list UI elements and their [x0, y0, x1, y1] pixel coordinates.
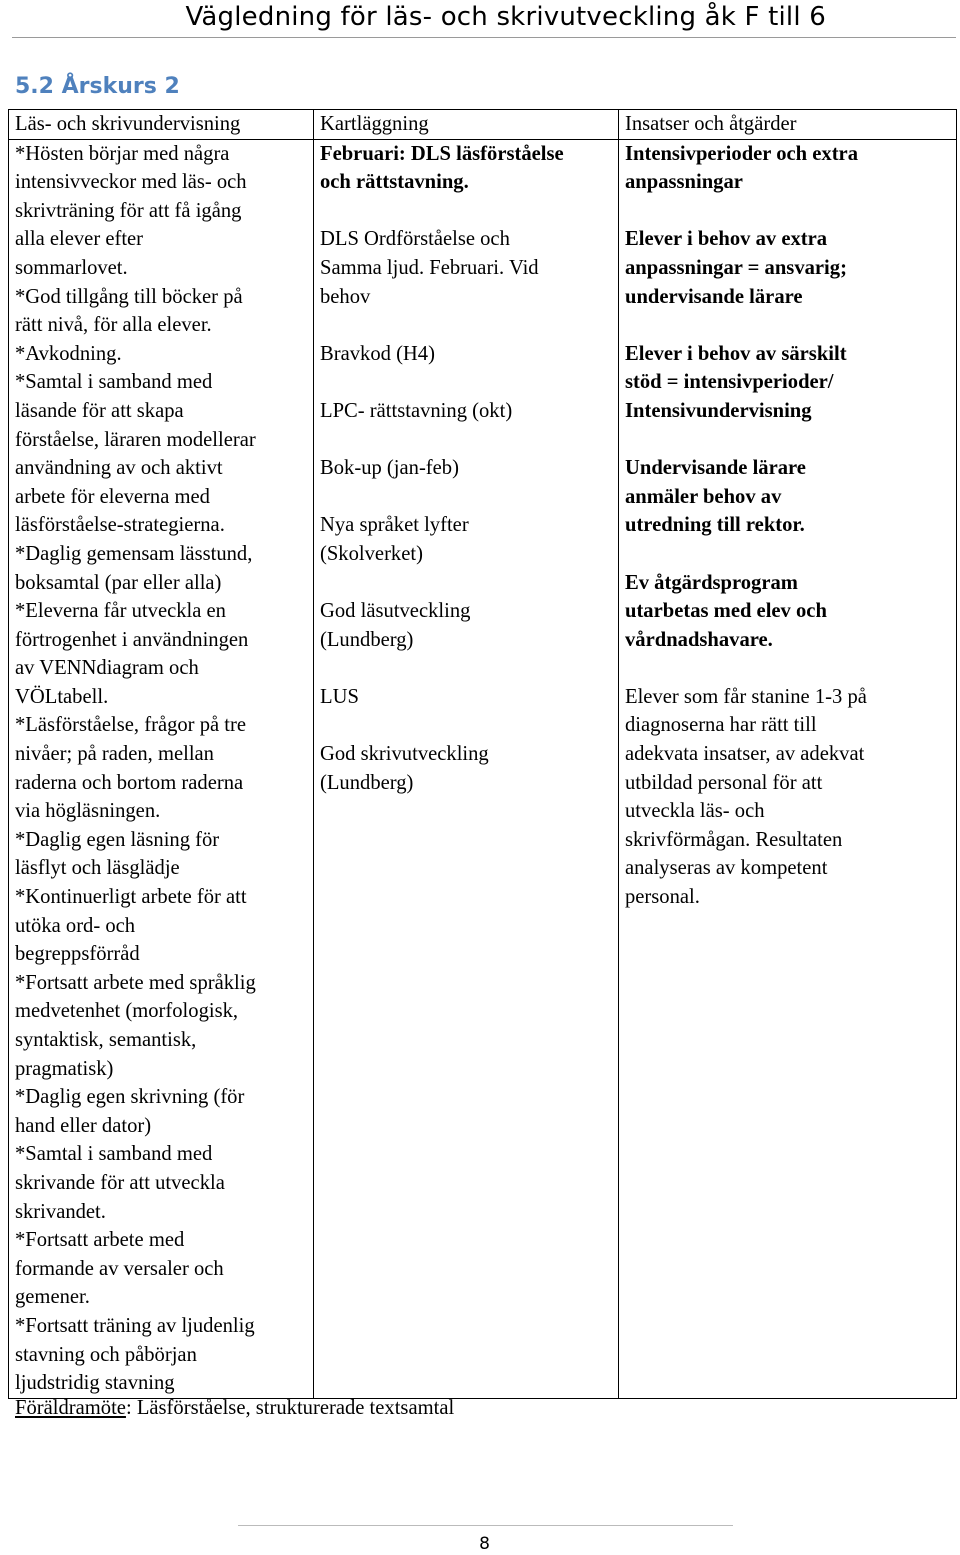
teaching-line: *God tillgång till böcker på [15, 285, 243, 308]
measures-cell [619, 139, 957, 1398]
teaching-line: *Daglig egen skrivning (för [15, 1086, 245, 1109]
teaching-line: *Fortsatt arbete med [15, 1229, 185, 1252]
block-gap [320, 711, 612, 740]
teaching-line: *Läsförståelse, frågor på tre [15, 714, 246, 737]
assessment-line: och rättstavning. [320, 171, 469, 194]
assessment-line: Bravkod (H4) [320, 342, 435, 365]
teaching-line: *Fortsatt träning av ljudenlig [15, 1314, 255, 1337]
teaching-line: läsflyt och läsglädje [15, 857, 180, 880]
block-gap [625, 197, 950, 226]
teaching-line: *Kontinuerligt arbete för att [15, 886, 247, 909]
teaching-line: användning av och aktivt [15, 457, 223, 480]
teaching-line: hand eller dator) [15, 1114, 152, 1137]
teaching-line: utöka ord- och [15, 914, 136, 937]
block-gap [625, 540, 950, 569]
block-gap [320, 311, 612, 340]
teaching-line: stavning och påbörjan [15, 1343, 197, 1366]
column-header: Kartläggning [314, 110, 619, 140]
column-header: Insatser och åtgärder [619, 110, 957, 140]
measures-line: utredning till rektor. [625, 514, 805, 537]
teaching-line: förtrogenhet i användningen [15, 628, 249, 651]
teaching-cell [9, 139, 314, 1398]
measures-line: Undervisande lärare [625, 457, 806, 480]
block-gap [320, 197, 612, 226]
measures-line: undervisande lärare [625, 285, 803, 308]
teaching-line: via högläsningen. [15, 800, 161, 823]
block-gap [320, 426, 612, 455]
teaching-line: boksamtal (par eller alla) [15, 571, 222, 594]
page-number: 8 [479, 1534, 490, 1554]
assessment-line: (Lundberg) [320, 628, 414, 651]
table-header-row [9, 110, 957, 140]
measures-line: anmäler behov av [625, 485, 782, 508]
teaching-line: skrivträning för att få igång [15, 199, 242, 222]
parent-meeting-text: : Läsförståelse, strukturerade textsamtal [125, 1397, 455, 1419]
measures-line: anpassningar = ansvarig; [625, 256, 847, 279]
measures-line: personal. [625, 886, 700, 909]
measures-line: adekvata insatser, av adekvat [625, 743, 865, 766]
teaching-line: skrivandet. [15, 1200, 106, 1223]
teaching-line: läsförståelse-strategierna. [15, 514, 225, 537]
parent-meeting-note [15, 1394, 454, 1422]
block-gap [320, 569, 612, 598]
teaching-line: VÖLtabell. [15, 685, 109, 708]
teaching-line: förståelse, läraren modellerar [15, 428, 256, 451]
teaching-line: skrivande för att utveckla [15, 1171, 225, 1194]
teaching-line: raderna och bortom raderna [15, 771, 244, 794]
teaching-line: av VENNdiagram och [15, 657, 199, 680]
measures-line: analyseras av kompetent [625, 857, 828, 880]
teaching-line: rätt nivå, för alla elever. [15, 314, 212, 337]
assessment-cell [314, 139, 619, 1398]
teaching-line: begreppsförråd [15, 943, 140, 966]
measures-line: Intensivundervisning [625, 399, 812, 422]
block-gap [320, 368, 612, 397]
teaching-line: formande av versaler och [15, 1257, 224, 1280]
measures-line: diagnoserna har rätt till [625, 714, 817, 737]
assessment-line: LUS [320, 685, 359, 708]
teaching-line: gemener. [15, 1286, 90, 1309]
document-title: Vägledning för läs- och skrivutveckling åk F till 6 [185, 2, 826, 32]
block-gap [320, 483, 612, 512]
assessment-line: behov [320, 285, 371, 308]
teaching-line: *Samtal i samband med [15, 1143, 213, 1166]
assessment-line: God skrivutveckling [320, 743, 489, 766]
block-gap [625, 426, 950, 455]
measures-line: anpassningar [625, 171, 743, 194]
assessment-line: Samma ljud. Februari. Vid [320, 256, 539, 279]
measures-line: Intensivperioder och extra [625, 142, 858, 165]
assessment-line: Februari: DLS läsförståelse [320, 142, 564, 165]
assessment-line: DLS Ordförståelse och [320, 228, 510, 251]
measures-line: vårdnadshavare. [625, 628, 773, 651]
teaching-line: *Fortsatt arbete med språklig [15, 971, 256, 994]
teaching-line: *Daglig egen läsning för [15, 828, 220, 851]
section-heading: 5.2 Årskurs 2 [15, 74, 180, 99]
teaching-line: arbete för eleverna med [15, 485, 210, 508]
teaching-line: ljudstridig stavning [15, 1372, 175, 1395]
block-gap [625, 311, 950, 340]
teaching-line: *Samtal i samband med [15, 371, 213, 394]
measures-line: utbildad personal för att [625, 771, 823, 794]
measures-line: stöd = intensivperioder/ [625, 371, 834, 394]
teaching-line: alla elever efter [15, 228, 144, 251]
assessment-line: (Skolverket) [320, 542, 423, 565]
teaching-line: pragmatisk) [15, 1057, 114, 1080]
measures-line: skrivförmågan. Resultaten [625, 828, 843, 851]
teaching-line: medvetenhet (morfologisk, [15, 1000, 239, 1023]
teaching-line: *Hösten börjar med några [15, 142, 230, 165]
teaching-line: *Eleverna får utveckla en [15, 600, 226, 623]
header-divider [12, 37, 956, 38]
footer-divider [238, 1525, 733, 1526]
measures-line: Ev åtgärdsprogram [625, 571, 798, 594]
plan-table [8, 109, 957, 1399]
assessment-line: LPC- rättstavning (okt) [320, 399, 513, 422]
teaching-line: *Daglig gemensam lässtund, [15, 542, 253, 565]
assessment-line: (Lundberg) [320, 771, 414, 794]
teaching-line: *Avkodning. [15, 342, 122, 365]
teaching-line: läsande för att skapa [15, 399, 184, 422]
teaching-line: nivåer; på raden, mellan [15, 743, 214, 766]
assessment-line: God läsutveckling [320, 600, 471, 623]
block-gap [625, 654, 950, 683]
parent-meeting-label: Föräldramöte [15, 1397, 126, 1419]
measures-line: utveckla läs- och [625, 800, 765, 823]
column-header: Läs- och skrivundervisning [9, 110, 314, 140]
measures-line: Elever i behov av extra [625, 228, 828, 251]
measures-line: Elever i behov av särskilt [625, 342, 847, 365]
table-row [9, 139, 957, 1398]
measures-line: utarbetas med elev och [625, 600, 827, 623]
assessment-line: Nya språket lyfter [320, 514, 469, 537]
measures-line: Elever som får stanine 1-3 på [625, 685, 867, 708]
teaching-line: syntaktisk, semantisk, [15, 1029, 197, 1051]
teaching-line: intensivveckor med läs- och [15, 171, 247, 194]
teaching-line: sommarlovet. [15, 256, 128, 279]
assessment-line: Bok-up (jan-feb) [320, 457, 459, 480]
block-gap [320, 654, 612, 683]
